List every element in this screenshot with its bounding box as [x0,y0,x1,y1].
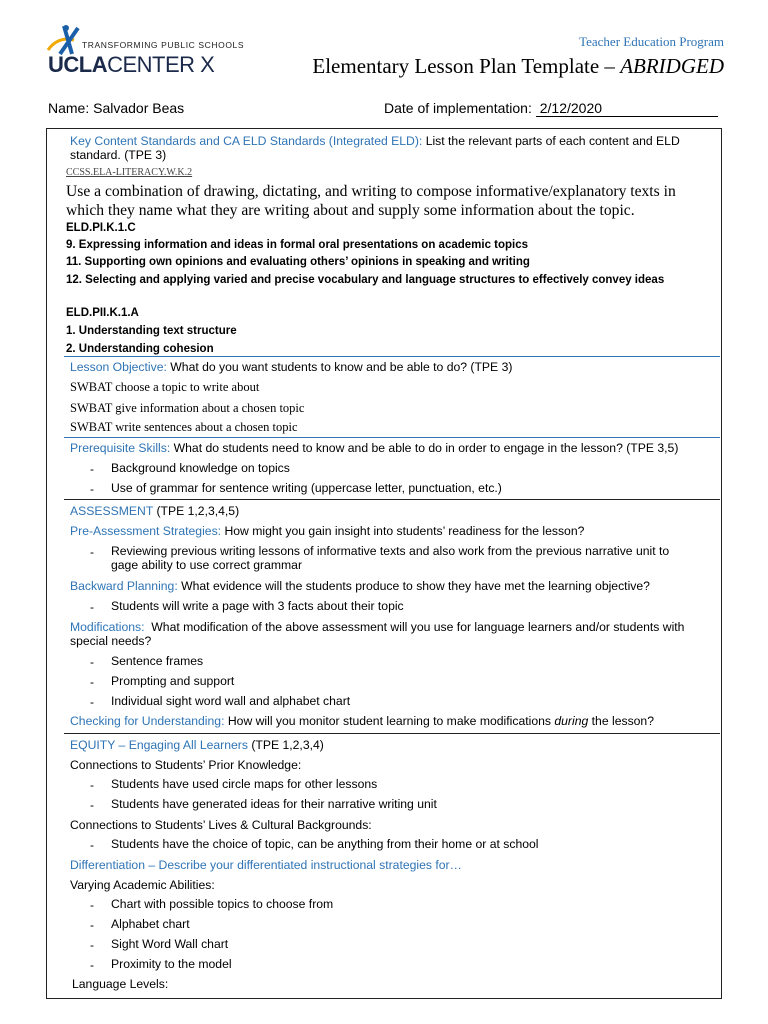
standards-question: List the relevant parts of each content and ELD [425,134,680,148]
divider [64,356,720,357]
varying-item: Sight Word Wall chart [111,937,229,951]
language-levels-label: Language Levels: [72,977,169,991]
assessment-tpe: (TPE 1,2,3,4,5) [156,504,240,518]
objective-heading [70,360,512,374]
eld-standard-2: ELD.PII.K.1.A [66,307,139,319]
prior-item: Students have used circle maps for other lessons [111,777,378,791]
differentiation-label: Differentiation – Describe your differentiated instructional strategies for… [70,858,462,872]
bullet-dash: - [90,655,94,669]
modification-item: Prompting and support [111,674,235,688]
modifications-question-cont: special needs? [70,634,152,648]
bullet-dash: - [90,675,94,689]
eld-item: 11. Supporting own opinions and evaluating others’ opinions in speaking and writing [66,256,530,268]
bullet-dash: - [90,482,94,496]
lives-label: Connections to Students’ Lives & Cultural Backgrounds: [70,818,372,832]
lives-item: Students have the choice of topic, can be anything from their home or at school [111,837,539,851]
bullet-dash: - [90,798,94,812]
objective-item: SWBAT write sentences about a chosen topic [70,420,298,434]
bullet-dash: - [90,695,94,709]
prereq-item: Use of grammar for sentence writing (uppercase letter, punctuation, etc.) [111,481,502,495]
assessment-label: ASSESSMENT [70,504,154,518]
pre-assessment-heading [70,524,584,538]
checking-question-end: the lesson? [591,714,654,728]
standards-heading [70,134,680,148]
pre-assessment-item: Reviewing previous writing lessons of informative texts and also work from the previous narrative unit to [111,544,670,558]
checking-question: How will you monitor student learning to make modifications [227,714,551,728]
modification-item: Sentence frames [111,654,204,668]
varying-item: Alphabet chart [111,917,190,931]
program-name: Teacher Education Program [579,34,724,49]
modifications-heading [70,620,684,634]
standard-desc-1: Use a combination of drawing, dictating, and writing to compose informative/explanatory texts in [66,183,676,200]
eld-item: 12. Selecting and applying varied and precise vocabulary and language structures to effectively convey ideas [66,274,665,286]
page-title [312,54,724,79]
logo-wordmark [48,52,214,78]
prereq-question: What do students need to know and be able to do in order to engage in the lesson? (TPE 3,5) [173,441,679,455]
backward-heading [70,579,650,593]
varying-item: Chart with possible topics to choose from [111,897,334,911]
standards-question-line2: standard. (TPE 3) [70,148,167,162]
standards-label: Key Content Standards and CA ELD Standards (Integrated ELD): [70,134,423,148]
prior-knowledge-label: Connections to Students’ Prior Knowledge: [70,758,302,772]
eld-item: 1. Understanding text structure [66,325,237,337]
pre-assessment-label: Pre-Assessment Strategies: [70,524,222,538]
bullet-dash: - [90,600,94,614]
divider [64,437,720,438]
prior-item: Students have generated ideas for their narrative writing unit [111,797,437,811]
checking-label: Checking for Understanding: [70,714,225,728]
bullet-dash: - [90,938,94,952]
objective-label: Lesson Objective: [70,360,167,374]
modification-item: Individual sight word wall and alphabet chart [111,694,351,708]
prereq-label: Prerequisite Skills: [70,441,171,455]
bullet-dash: - [90,778,94,792]
date-field [384,100,718,117]
logo-ucla: UCLA [48,52,108,77]
logo-tagline: TRANSFORMING PUBLIC SCHOOLS [82,40,245,50]
assessment-heading [70,504,239,518]
date-value: 2/12/2020 [536,100,718,117]
title-italic: ABRIDGED [620,54,724,78]
backward-question: What evidence will the students produce to show they have met the learning objective? [181,579,650,593]
pre-assessment-question: How might you gain insight into students’ readiness for the lesson? [224,524,585,538]
modifications-question: What modification of the above assessment will you use for language learners and/or students with [151,620,685,634]
objective-item: SWBAT give information about a chosen topic [70,401,305,415]
equity-label: EQUITY – Engaging All Learners [70,738,248,752]
bullet-dash: - [90,918,94,932]
eld-item: 9. Expressing information and ideas in formal oral presentations on academic topics [66,239,529,251]
varying-item: Proximity to the model [111,957,232,971]
name-field: Name: Salvador Beas [48,100,185,116]
bullet-dash: - [90,958,94,972]
bullet-dash: - [90,838,94,852]
divider [64,733,720,734]
equity-tpe: (TPE 1,2,3,4) [251,738,324,752]
standard-desc-2: which they name what they are writing about and supply some information about the topic. [66,202,635,219]
title-main: Elementary Lesson Plan Template – [312,54,621,78]
eld-item: 2. Understanding cohesion [66,343,214,355]
objective-question: What do you want students to know and be able to do? (TPE 3) [170,360,513,374]
checking-question-italic: during [554,714,589,728]
pre-assessment-item-cont: gage ability to use correct grammar [111,558,303,572]
objective-item: SWBAT choose a topic to write about [70,380,260,394]
bullet-dash: - [90,545,94,559]
prereq-item: Background knowledge on topics [111,461,290,475]
checking-heading [70,714,654,728]
equity-heading [70,738,324,752]
divider [64,499,720,500]
bullet-dash: - [90,898,94,912]
standard-code: CCSS.ELA-LITERACY.W.K.2 [66,167,193,178]
modifications-label: Modifications: [70,620,145,634]
bullet-dash: - [90,462,94,476]
logo-centerx: CENTER X [107,52,215,77]
prereq-heading [70,441,678,455]
eld-standard-1: ELD.PI.K.1.C [66,222,136,234]
backward-label: Backward Planning: [70,579,178,593]
date-label: Date of implementation: [384,100,532,116]
varying-abilities-label: Varying Academic Abilities: [70,878,215,892]
backward-item: Students will write a page with 3 facts about their topic [111,599,404,613]
